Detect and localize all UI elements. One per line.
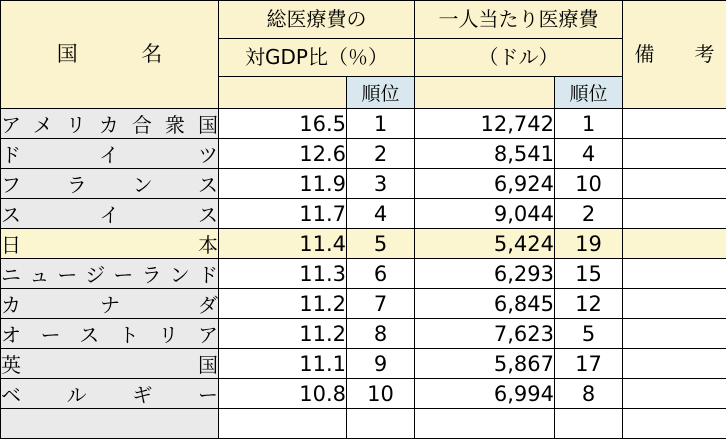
cell-country: カナダ [1,289,219,319]
cell-gdp-rank: 5 [347,229,415,259]
cell-per-capita: 9,044 [415,199,555,229]
cell-note [623,289,726,319]
cell-per-capita-rank: 10 [555,169,623,199]
table-row[interactable] [1,289,726,319]
table-row[interactable] [1,169,726,199]
cell-note [623,169,726,199]
table-row-clipped [1,409,726,439]
cell-country: アメリカ合衆国 [1,109,219,139]
cell-per-capita-rank: 8 [555,379,623,409]
cell-per-capita: 6,845 [415,289,555,319]
header-per-capita-line1: 一人当たり医療費 [415,1,623,39]
table-row[interactable] [1,109,726,139]
cell-gdp-rank: 1 [347,109,415,139]
cell-gdp-rank: 9 [347,349,415,379]
cell-note [623,199,726,229]
cell-gdp-share: 16.5 [219,109,347,139]
cell-gdp-share: 12.6 [219,139,347,169]
table-row[interactable] [1,259,726,289]
cell-gdp-rank: 7 [347,289,415,319]
cell-gdp-rank: 10 [347,379,415,409]
cell-country: 英国 [1,349,219,379]
cell-gdp-share: 11.2 [219,319,347,349]
table-row[interactable] [1,199,726,229]
cell-per-capita: 6,924 [415,169,555,199]
cell-note [623,349,726,379]
cell-country: スイス [1,199,219,229]
cell-per-capita-rank: 1 [555,109,623,139]
table-row[interactable] [1,349,726,379]
cell-gdp-share: 10.8 [219,379,347,409]
cell-per-capita-rank: 19 [555,229,623,259]
cell-per-capita: 7,623 [415,319,555,349]
cell-per-capita-rank: 2 [555,199,623,229]
cell-gdp-share: 11.4 [219,229,347,259]
cell-clipped [555,409,623,439]
cell-gdp-rank: 3 [347,169,415,199]
cell-country: オーストリア [1,319,219,349]
cell-clipped [1,409,219,439]
cell-clipped [415,409,555,439]
cell-per-capita: 8,541 [415,139,555,169]
cell-per-capita: 5,424 [415,229,555,259]
table-header [1,1,726,109]
header-per-capita-rank: 順位 [555,77,623,109]
cell-country: ドイツ [1,139,219,169]
header-gdp-share-spacer [219,77,347,109]
table-row[interactable] [1,229,726,259]
cell-country: フランス [1,169,219,199]
cell-per-capita-rank: 12 [555,289,623,319]
header-gdp-share-line1: 総医療費の [219,1,415,39]
cell-gdp-share: 11.2 [219,289,347,319]
cell-gdp-rank: 8 [347,319,415,349]
header-note: 備 考 [623,1,726,109]
cell-clipped [623,409,726,439]
cell-country: 日本 [1,229,219,259]
header-country: 国 名 [1,1,219,109]
header-row-1 [1,1,726,39]
cell-note [623,319,726,349]
cell-per-capita: 6,994 [415,379,555,409]
cell-per-capita-rank: 17 [555,349,623,379]
cell-note [623,259,726,289]
cell-gdp-rank: 2 [347,139,415,169]
cell-gdp-share: 11.1 [219,349,347,379]
cell-country: ベルギー [1,379,219,409]
table-body [1,109,726,439]
cell-note [623,379,726,409]
table-row[interactable] [1,379,726,409]
cell-per-capita-rank: 5 [555,319,623,349]
cell-per-capita-rank: 4 [555,139,623,169]
table-row[interactable] [1,319,726,349]
header-gdp-share-line2: 対GDP比（％） [219,39,415,77]
cell-per-capita-rank: 15 [555,259,623,289]
cell-note [623,109,726,139]
cell-gdp-share: 11.7 [219,199,347,229]
cell-gdp-share: 11.9 [219,169,347,199]
header-per-capita-spacer [415,77,555,109]
cell-per-capita: 5,867 [415,349,555,379]
header-gdp-rank: 順位 [347,77,415,109]
table-row[interactable] [1,139,726,169]
cell-clipped [219,409,347,439]
header-per-capita-line2: （ドル） [415,39,623,77]
cell-gdp-share: 11.3 [219,259,347,289]
cell-gdp-rank: 4 [347,199,415,229]
cell-country: ニュージーランド [1,259,219,289]
cell-clipped [347,409,415,439]
cell-per-capita: 6,293 [415,259,555,289]
cell-note [623,229,726,259]
cell-note [623,139,726,169]
cell-gdp-rank: 6 [347,259,415,289]
cell-per-capita: 12,742 [415,109,555,139]
